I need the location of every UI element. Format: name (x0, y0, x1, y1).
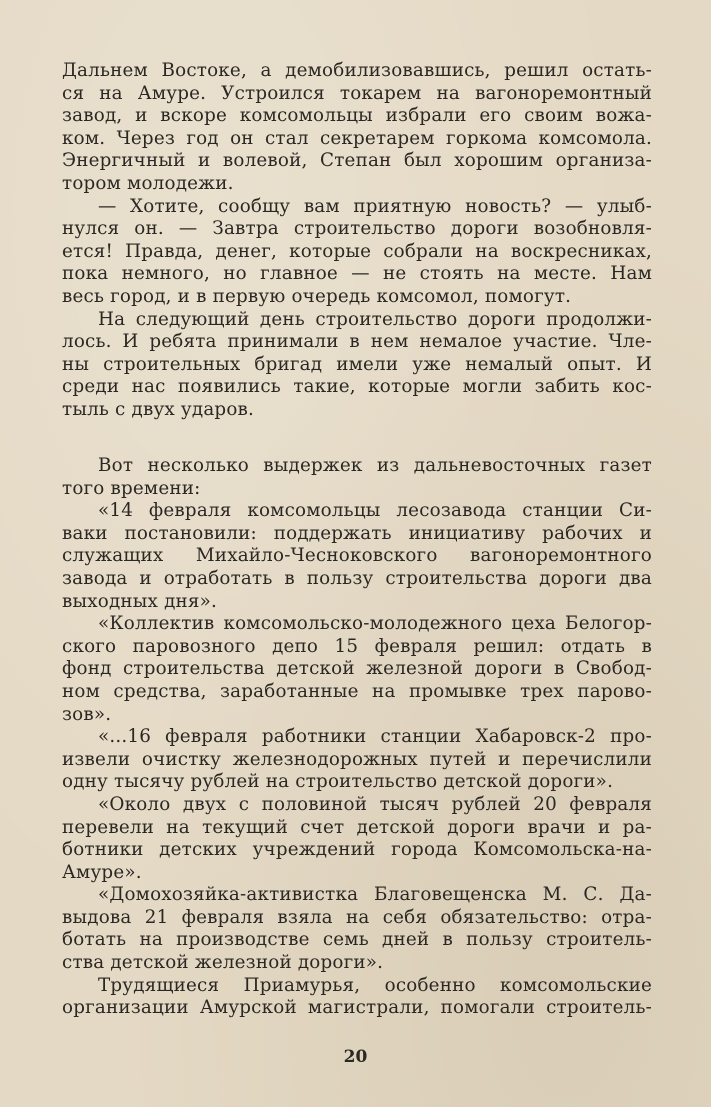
text-line: На следующий день строительство дороги продолжи- (98, 308, 652, 330)
text-line: фонд строительства детской железной дороги в Свобод- (62, 658, 652, 680)
text-line: среди нас появились такие, которые могли забить кос- (62, 376, 652, 398)
text-line: ботники детских учреждений города Комсомольска-на- (62, 839, 652, 861)
text-line: нулся он. — Завтра строительство дороги возобновля- (62, 218, 652, 240)
text-line: ся на Амуре. Устроился токарем на вагоноремонтный (62, 82, 652, 104)
text-line: весь город, и в первую очередь комсомол, помогут. (62, 285, 572, 307)
text-line: Трудящиеся Приамурья, особенно комсомольские (98, 974, 652, 996)
text-line: «...16 февраля работники станции Хабаровск-2 про- (98, 726, 652, 748)
text-line: завод, и вскоре комсомольцы избрали его своим вожа- (62, 105, 652, 127)
text-line: ком. Через год он стал секретарем горкома комсомола. (62, 127, 652, 149)
text-line: зов». (62, 703, 112, 725)
text-line: ботать на производстве семь дней в пользу строитель- (62, 929, 652, 951)
text-line: Дальнем Востоке, а демобилизовавшись, решил остать- (62, 60, 652, 81)
text-line: служащих Михайло-Чесноковского вагоноремонтного (62, 545, 652, 567)
text-line: одну тысячу рублей на строительство детской дороги». (62, 771, 614, 793)
text-line: ского паровозного депо 15 февраля решил: отдать в (62, 635, 652, 657)
text-line: выдова 21 февраля взяла на себя обязательство: отра- (62, 906, 652, 928)
text-line: завода и отработать в пользу строительства дороги два (62, 567, 652, 589)
text-line: тором молодежи. (62, 172, 234, 194)
text-line: «14 февраля комсомольцы лесозавода станции Си- (98, 500, 652, 522)
text-section-2 (62, 455, 652, 1020)
text-line: ства детской железной дороги». (62, 952, 384, 974)
text-line: ется! Правда, денег, которые собрали на воскресниках, (62, 240, 652, 262)
text-line: выходных дня». (62, 590, 218, 612)
text-line: — Хотите, сообщу вам приятную новость? — улыб- (98, 195, 652, 217)
text-line: ваки постановили: поддержать инициативу рабочих и (62, 522, 652, 544)
text-line: Энергичный и волевой, Степан был хорошим организа- (62, 150, 652, 172)
text-line: ном средства, заработанные на промывке трех парово- (62, 680, 652, 702)
text-line: пока немного, но главное — не стоять на месте. Нам (62, 263, 652, 285)
text-line: извели очистку железнодорожных путей и перечислили (62, 748, 652, 770)
text-line: организации Амурской магистрали, помогали строитель- (62, 997, 652, 1019)
text-line: Вот несколько выдержек из дальневосточных газет (98, 455, 652, 476)
text-line: «Домохозяйка-активистка Благовещенска М. С. Да- (98, 884, 652, 906)
text-line: ны строительных бригад имели уже немалый опыт. И (62, 353, 652, 375)
text-line: тыль с двух ударов. (62, 398, 255, 420)
text-section-1 (62, 60, 652, 422)
text-line: перевели на текущий счет детской дороги врачи и ра- (62, 816, 652, 838)
text-line: лось. И ребята принимали в нем немалое участие. Чле- (62, 331, 652, 353)
text-line: «Около двух с половиной тысяч рублей 20 февраля (98, 793, 652, 815)
text-line: того времени: (62, 477, 201, 499)
text-line: Амуре». (62, 861, 142, 883)
page-number: 20 (343, 1047, 368, 1067)
text-line: «Коллектив комсомольско-молодежного цеха Белогор- (98, 613, 652, 635)
